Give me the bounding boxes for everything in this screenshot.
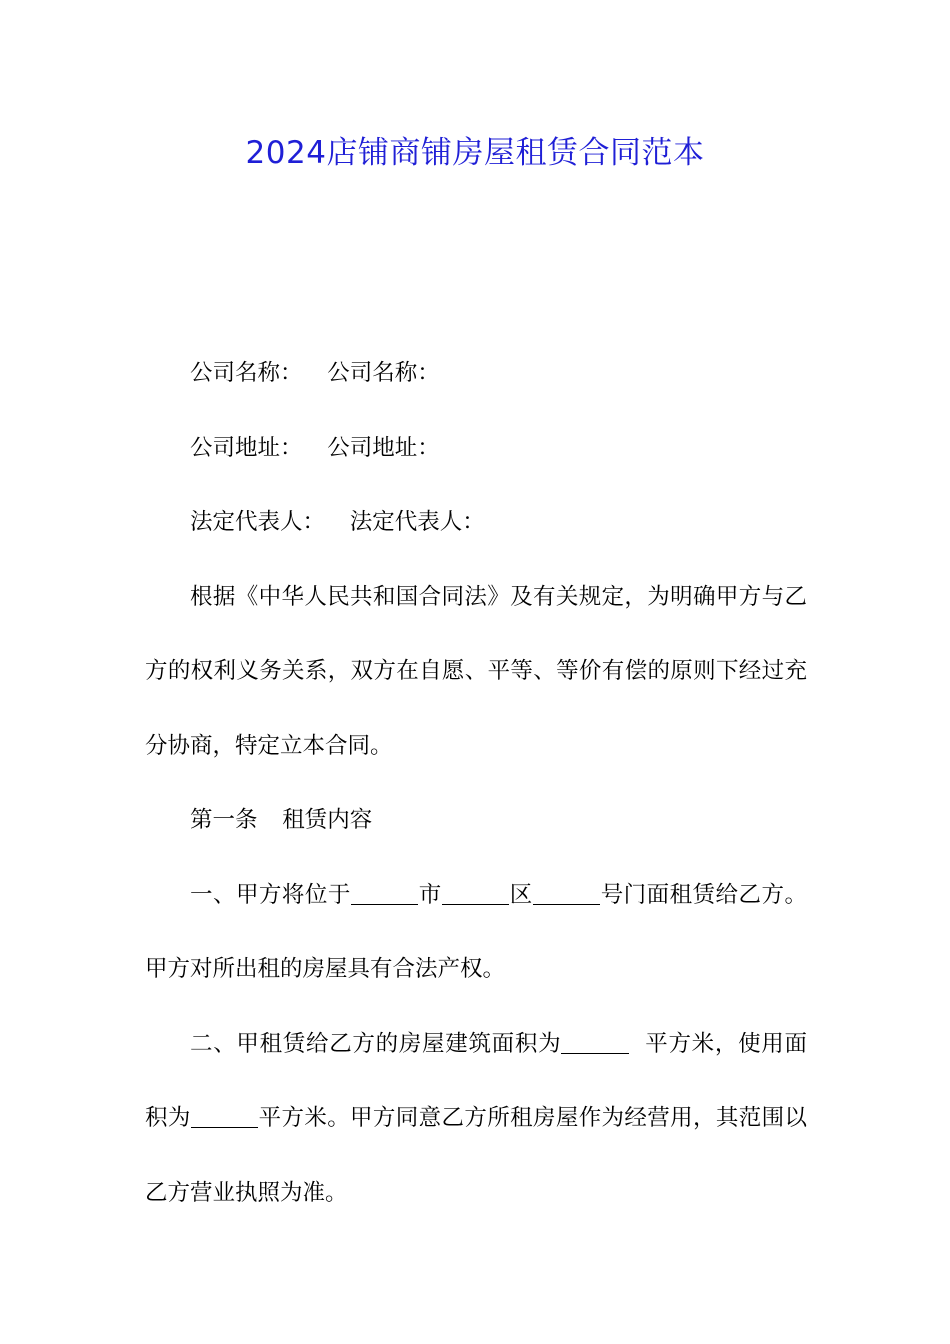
- clause-one-suffix: 号门面租赁给乙方。甲方对所出租的房屋具有合法产权。: [145, 881, 807, 982]
- number-blank: [533, 881, 601, 905]
- party-legal-rep-line: [145, 485, 807, 560]
- clause-two-prefix: 二、甲租赁给乙方的房屋建筑面积为: [190, 1030, 562, 1057]
- party-company-address-line: [145, 411, 807, 486]
- document-title: 2024店铺商铺房屋租赁合同范本: [245, 135, 705, 171]
- party-a-company-name-label: 公司名称：: [190, 360, 303, 386]
- preamble-paragraph: 根据《中华人民共和国合同法》及有关规定，为明确甲方与乙方的权利义务关系，双方在自愿、平等、等价有偿的原则下经过充分协商，特定立本合同。: [145, 583, 807, 759]
- party-b-company-name-label: 公司名称：: [327, 360, 440, 386]
- party-b-company-address-label: 公司地址：: [327, 434, 440, 461]
- district-blank: [442, 881, 510, 905]
- city-label: 市: [418, 881, 442, 908]
- usable-area-blank: [191, 1105, 259, 1129]
- party-a-company-address-label: 公司地址：: [190, 434, 303, 461]
- article-number: 第一条: [190, 807, 258, 833]
- clause-two: [145, 1007, 807, 1231]
- party-company-name-line: [145, 336, 807, 411]
- article-heading: [145, 783, 807, 858]
- contract-body: [145, 336, 807, 1230]
- city-blank: [351, 881, 419, 905]
- clause-one: [145, 858, 807, 1007]
- district-label: 区: [509, 881, 533, 908]
- clause-two-unit-b: 平方米。甲方同意乙方所租房屋作为经营用，其范围以乙方营业执照为准。: [145, 1105, 807, 1206]
- party-a-legal-rep-label: 法定代表人：: [190, 509, 326, 535]
- building-area-blank: [561, 1030, 629, 1054]
- clause-two-unit-a: 平方米，使用面积为: [145, 1030, 807, 1131]
- clause-one-prefix: 一、甲方将位于: [190, 881, 351, 908]
- article-title: 租赁内容: [282, 807, 373, 833]
- party-b-legal-rep-label: 法定代表人：: [349, 509, 485, 535]
